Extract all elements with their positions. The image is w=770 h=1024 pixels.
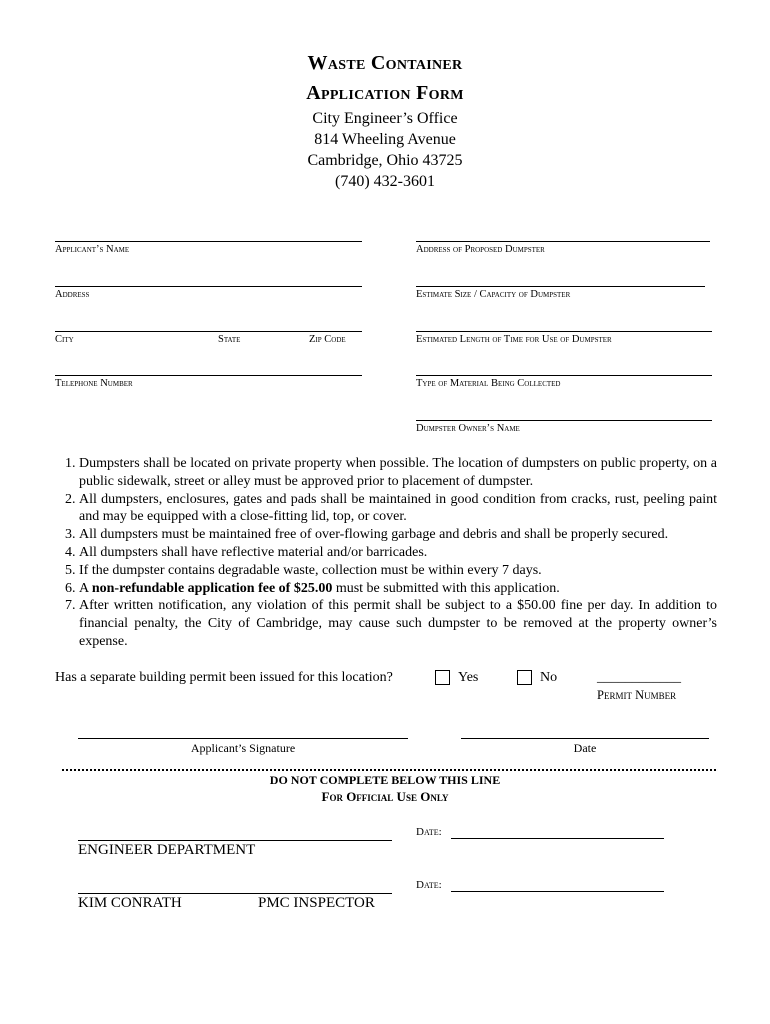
applicant-signature-label: Applicant’s Signature: [190, 741, 296, 755]
rules-list: [55, 455, 717, 651]
estimate-size-label: Estimate Size / Capacity of Dumpster: [416, 289, 571, 300]
rule-item: 2. All dumpsters, enclosures, gates and pads shall be maintained in good condition from cracks, rust, peeling paint and may be equipped with a close-fitting lid, top, or cover.: [79, 491, 717, 527]
dumpster-address-label: Address of Proposed Dumpster: [416, 244, 545, 255]
permit-number-field[interactable]: ____________: [597, 670, 681, 685]
owner-name-label: Dumpster Owner’s Name: [416, 423, 520, 434]
material-type-field[interactable]: [416, 375, 712, 376]
permit-question: Has a separate building permit been issued for this location?: [55, 670, 393, 685]
state-label: State: [218, 334, 241, 345]
signature-date-label: Date: [573, 741, 597, 755]
address-field[interactable]: [55, 286, 362, 287]
rule-item: [79, 580, 717, 598]
rule-item: 7. After written notification, any violation of this permit shall be subject to a $50.00 fine per day. In addition to financial penalty, the City of Cambridge, may cause such dumpster to be removed at the property owner’s expense.: [79, 597, 717, 650]
rule-item: 3. All dumpsters must be maintained free of over-flowing garbage and debris and shall be properly secured.: [79, 526, 717, 544]
inspector-date-label: Date:: [416, 879, 442, 891]
owner-name-field[interactable]: [416, 420, 712, 421]
rule-item: 1. Dumpsters shall be located on private property when possible. The location of dumpsters on public property, on a public sidewalk, street or alley must be approved prior to placement of dumpster.: [79, 455, 717, 491]
office-street: 814 Wheeling Avenue: [314, 131, 456, 148]
material-type-label: Type of Material Being Collected: [416, 378, 561, 389]
yes-label: Yes: [458, 670, 479, 685]
office-phone: (740) 432-3601: [335, 173, 435, 190]
rule-item: 4. All dumpsters shall have reflective material and/or barricades.: [79, 544, 717, 562]
form-title-line1: Waste Container: [307, 52, 463, 74]
no-label: No: [540, 670, 558, 685]
office-name: City Engineer’s Office: [312, 110, 458, 127]
form-title-line2: Application Form: [306, 82, 464, 104]
engineer-date-field[interactable]: [451, 838, 664, 839]
inspector-name: KIM CONRATH: [78, 895, 182, 911]
office-city: Cambridge, Ohio 43725: [307, 152, 463, 169]
rule6-fee: non-refundable application fee of $25.00: [91, 580, 333, 596]
rule6-suffix: must be submitted with this application.: [332, 580, 560, 596]
inspector-date-field[interactable]: [451, 891, 664, 892]
signature-date-field[interactable]: [461, 738, 709, 739]
address-label: Address: [55, 289, 90, 300]
estimate-size-field[interactable]: [416, 286, 705, 287]
dumpster-address-field[interactable]: [416, 241, 710, 242]
yes-checkbox[interactable]: [435, 670, 450, 685]
estimated-length-label: Estimated Length of Time for Use of Dumpster: [416, 334, 612, 345]
zip-code-label: Zip Code: [309, 334, 346, 345]
applicant-name-field[interactable]: [55, 241, 362, 242]
applicant-name-label: Applicant’s Name: [55, 244, 130, 255]
inspector-title: PMC INSPECTOR: [258, 895, 375, 911]
engineer-signature-field[interactable]: [78, 840, 392, 841]
applicant-signature-field[interactable]: [78, 738, 408, 739]
city-label: City: [55, 334, 74, 345]
telephone-field[interactable]: [55, 375, 362, 376]
estimated-length-field[interactable]: [416, 331, 712, 332]
do-not-complete-notice: DO NOT COMPLETE BELOW THIS LINE: [269, 773, 501, 787]
cut-line-divider: [62, 769, 716, 771]
city-state-zip-field[interactable]: [55, 331, 362, 332]
rule6-prefix: A: [79, 580, 92, 596]
rule-item: 5. If the dumpster contains degradable waste, collection must be within every 7 days.: [79, 562, 717, 580]
engineer-department-label: ENGINEER DEPARTMENT: [78, 842, 256, 858]
engineer-date-label: Date:: [416, 826, 442, 838]
inspector-signature-field[interactable]: [78, 893, 392, 894]
official-use-heading: For Official Use Only: [321, 789, 449, 804]
no-checkbox[interactable]: [517, 670, 532, 685]
telephone-label: Telephone Number: [55, 378, 133, 389]
permit-number-label: Permit Number: [597, 688, 677, 702]
